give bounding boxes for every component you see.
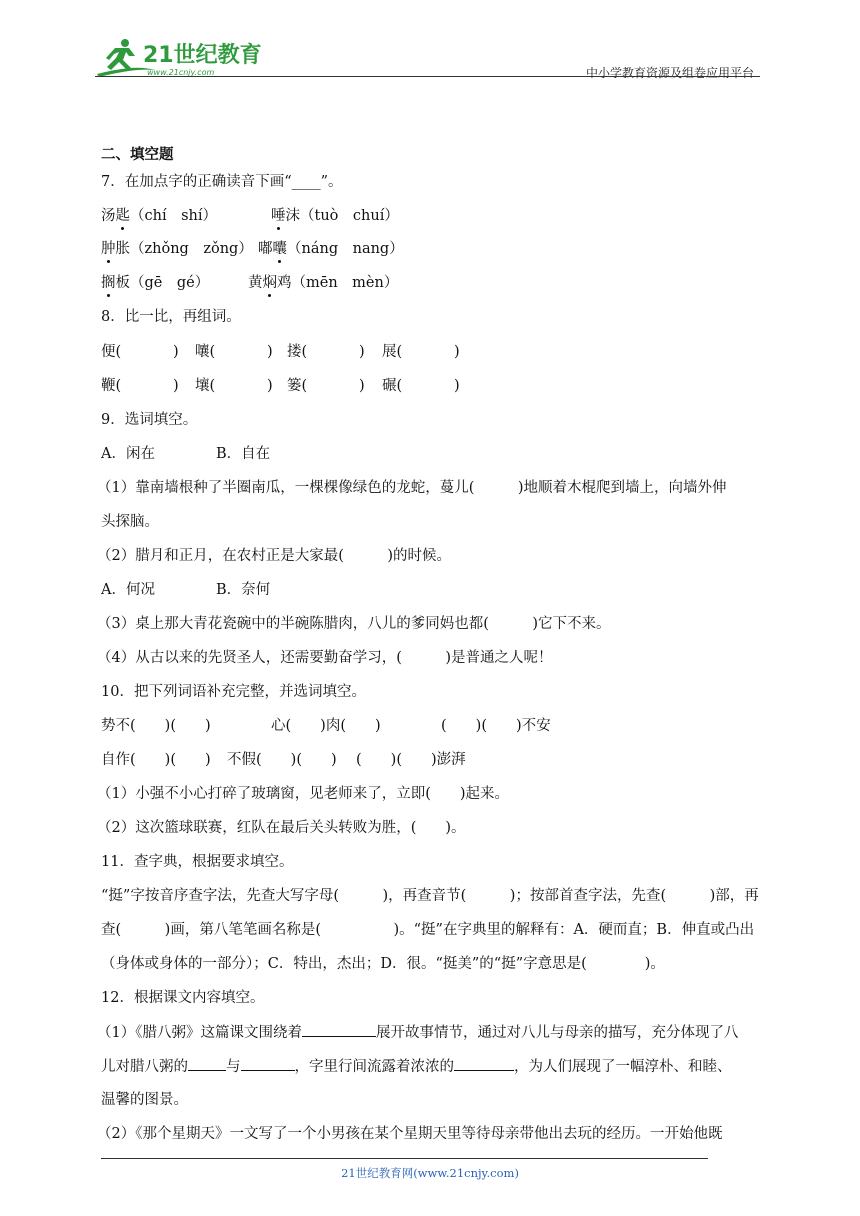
q10-idiom: ( )( )澎湃 (356, 752, 466, 768)
q12-line: 温馨的图景。 (101, 1092, 188, 1108)
q8-char: 展( (382, 344, 403, 360)
q10-idiom: 不假( )( ) (227, 752, 337, 768)
q11-stem: 11．查字典，根据要求填空。 (101, 854, 294, 870)
q9-option: B．自在 (216, 446, 271, 462)
q7-item: 肿胀（zhǒng zǒng） (101, 241, 253, 257)
q8-char: 壤( (195, 378, 216, 394)
q8-blank-end: ) (359, 378, 365, 394)
section-title: 二、填空题 (101, 146, 174, 163)
q9-sentence: （4）从古以来的先贤圣人，还需要勤奋学习，( )是普通之人呢！ (97, 650, 553, 666)
q11-line: 查( )画，第八笔笔画名称是( )。“挺”在字典里的解释有：A．硬而直；B．伸直或凸出 (101, 922, 755, 938)
q8-blank-end: ) (359, 344, 365, 360)
21cnjy-logo (95, 34, 265, 78)
q8-char: 篓( (287, 378, 308, 394)
q8-char: 嚷( (195, 344, 216, 360)
q8-char: 便( (101, 344, 122, 360)
q9-option: A．何况 (101, 582, 155, 598)
footer-divider (101, 1158, 708, 1159)
q9-option: B．奈何 (216, 582, 271, 598)
q8-char: 搂( (287, 344, 308, 360)
q10-sentence: （2）这次篮球联赛，红队在最后关头转败为胜，( )。 (97, 820, 466, 836)
q9-sentence: 头探脑。 (101, 514, 159, 530)
q10-idiom: 自作( )( ) (101, 752, 211, 768)
q9-sentence: （1）靠南墙根种了半圈南瓜，一棵棵像绿色的龙蛇，蔓儿( )地顺着木棍爬到墙上，向墙外伸 (97, 480, 727, 496)
svg-text:www.21cnjy.com: www.21cnjy.com (147, 68, 215, 77)
q7-stem: 7．在加点字的正确读音下画“____”。 (101, 174, 343, 190)
answer-blank (454, 1056, 514, 1071)
q12-stem: 12．根据课文内容填空。 (101, 990, 265, 1006)
q8-stem: 8．比一比，再组词。 (101, 309, 241, 325)
header-divider (95, 76, 760, 77)
svg-text:21世纪教育: 21世纪教育 (143, 43, 262, 68)
q7-item: 汤匙（chí shí） (101, 208, 218, 224)
q12-line: （1）《腊八粥》这篇课文围绕着 展开故事情节，通过对八儿与母亲的描写，充分体现了八 (97, 1022, 738, 1043)
footer-text: 21世纪教育网(www.21cnjy.com) (341, 1166, 519, 1180)
answer-blank (241, 1056, 295, 1071)
q8-blank-end: ) (173, 344, 179, 360)
q9-sentence: （3）桌上那大青花瓷碗中的半碗陈腊肉，八儿的爹同妈也都( )它下不来。 (97, 616, 611, 632)
q12-line: 儿对腊八粥的 与 ，字里行间流露着浓浓的 ，为人们展现了一幅淳朴、和睦、 (101, 1056, 732, 1077)
q11-line: （身体或身体的一部分）；C．特出，杰出；D．很。“挺美”的“挺”字意思是( )。 (101, 956, 665, 972)
q8-char: 碾( (382, 378, 403, 394)
q7-item: 搁板（gē gé） (101, 275, 210, 291)
q10-idiom: 心( )肉( ) (271, 718, 381, 734)
q8-blank-end: ) (454, 344, 460, 360)
platform-name: 中小学教育资源及组卷应用平台 (585, 66, 754, 80)
q8-char: 鞭( (101, 378, 122, 394)
q8-blank-end: ) (267, 344, 273, 360)
q8-blank-end: ) (454, 378, 460, 394)
q10-sentence: （1）小强不小心打碎了玻璃窗，见老师来了，立即( )起来。 (97, 786, 510, 802)
q9-sentence: （2）腊月和正月，在农村正是大家最( )的时候。 (97, 548, 452, 564)
q7-item: 黄焖鸡（mēn mèn） (248, 275, 399, 291)
answer-blank (188, 1056, 226, 1071)
q9-stem: 9．选词填空。 (101, 412, 198, 428)
q8-blank-end: ) (267, 378, 273, 394)
q12-line: （2）《那个星期天》一文写了一个小男孩在某个星期天里等待母亲带他出去玩的经历。一开始他既 (97, 1126, 723, 1142)
q10-idiom: 势不( )( ) (101, 718, 211, 734)
q7-item: 嘟囔（náng nang） (258, 241, 404, 257)
q10-stem: 10．把下列词语补充完整，并选词填空。 (101, 684, 366, 700)
q11-line: “挺”字按音序查字法，先查大写字母( )，再查音节( )；按部首查字法，先查( )部，再 (101, 888, 759, 904)
q8-blank-end: ) (173, 378, 179, 394)
q7-item: 唾沫（tuò chuí） (271, 208, 399, 224)
q10-idiom: ( )( )不安 (441, 718, 551, 734)
q9-option: A．闲在 (101, 446, 155, 462)
answer-blank (302, 1022, 376, 1037)
page-header (95, 30, 760, 78)
